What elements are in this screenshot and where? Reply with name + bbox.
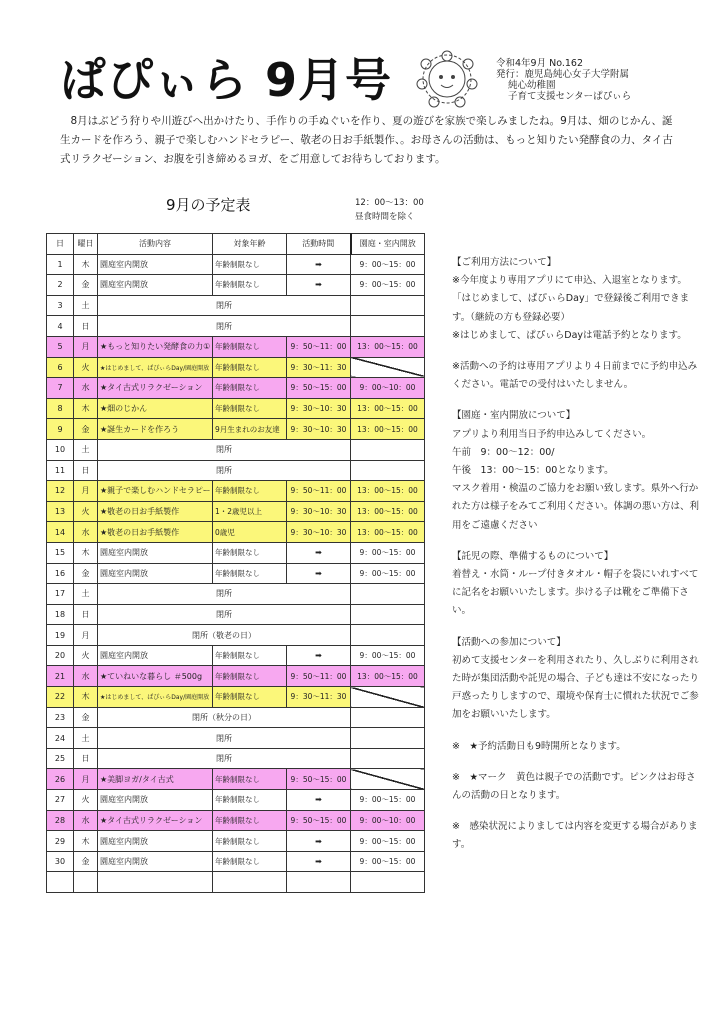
open-hours-cell: 9：00〜15：00 — [351, 645, 425, 666]
open-hours-cell: 9：00〜15：00 — [351, 542, 425, 563]
open-hours-cell — [351, 687, 425, 708]
activity-cell: ★タイ古式リラクゼーション — [98, 810, 213, 831]
weekday-cell: 土 — [74, 728, 98, 749]
day-cell: 20 — [47, 645, 74, 666]
open-hours-cell: 13：00〜15：00 — [351, 419, 425, 440]
issue-line: 子育て支援センターぱぴぃら — [508, 91, 632, 102]
day-cell: 21 — [47, 666, 74, 687]
open-hours-cell — [351, 584, 425, 605]
schedule-row — [47, 625, 425, 646]
info-text: ※ 感染状況によりましては内容を変更する場合があります。 — [452, 821, 698, 851]
weekday-cell: 水 — [74, 378, 98, 399]
open-hours-cell — [351, 316, 425, 337]
day-cell: 4 — [47, 316, 74, 337]
time-cell: 9：50〜11：00 — [287, 336, 351, 357]
day-cell: 23 — [47, 707, 74, 728]
schedule-row — [47, 419, 425, 440]
day-cell: 7 — [47, 378, 74, 399]
time-cell: 9：30〜11：30 — [287, 357, 351, 378]
age-cell: 9月生まれのお友達 — [213, 419, 287, 440]
schedule-title: 9月の予定表 — [166, 196, 251, 214]
weekday-cell: 土 — [74, 439, 98, 460]
schedule-row — [47, 501, 425, 522]
schedule-body — [47, 254, 425, 892]
time-cell: ➡ — [287, 851, 351, 872]
day-cell: 2 — [47, 275, 74, 296]
time-cell: 9：30〜10：30 — [287, 522, 351, 543]
open-hours-cell — [351, 707, 425, 728]
age-cell: 年齢制限なし — [213, 810, 287, 831]
activity-cell: ★ていねいな暮らし ＃500g — [98, 666, 213, 687]
age-cell: 年齢制限なし — [213, 851, 287, 872]
activity-cell: ★美脚ヨガ/タイ古式 — [98, 769, 213, 790]
activity-cell: ★誕生カードを作ろう — [98, 419, 213, 440]
info-text: 午後 13：00〜15：00となります。 — [452, 465, 614, 477]
time-cell: ➡ — [287, 831, 351, 852]
flower-wreath-logo-icon — [412, 48, 482, 110]
time-cell: ➡ — [287, 275, 351, 296]
age-cell: 年齢制限なし — [213, 254, 287, 275]
activity-cell: 園庭室内開放 — [98, 563, 213, 584]
day-cell: 29 — [47, 831, 74, 852]
schedule-row — [47, 378, 425, 399]
age-cell: 年齢制限なし — [213, 275, 287, 296]
time-cell: ➡ — [287, 790, 351, 811]
day-cell: 30 — [47, 851, 74, 872]
time-note-line: 昼食時間を除く — [355, 212, 415, 222]
open-hours-cell: 9：00〜15：00 — [351, 790, 425, 811]
weekday-cell: 土 — [74, 584, 98, 605]
open-hours-cell: 13：00〜15：00 — [351, 501, 425, 522]
weekday-cell: 木 — [74, 831, 98, 852]
schedule-row — [47, 275, 425, 296]
time-cell: ➡ — [287, 542, 351, 563]
day-cell: 5 — [47, 336, 74, 357]
weekday-cell: 日 — [74, 748, 98, 769]
age-cell: 年齢制限なし — [213, 666, 287, 687]
weekday-cell: 土 — [74, 295, 98, 316]
age-cell: 1・2歳児以上 — [213, 501, 287, 522]
activity-cell: 園庭室内開放 — [98, 275, 213, 296]
open-hours-cell — [351, 357, 425, 378]
info-text: 着替え・水筒・ループ付きタオル・帽子を袋にいれすべてに記名をお願いいたします。歩ける子は靴をご準備下さい。 — [452, 569, 699, 617]
day-cell: 22 — [47, 687, 74, 708]
info-text: ※ ★マーク 黄色は親子での活動です。ピンクはお母さんの活動の日となります。 — [452, 771, 696, 802]
age-cell: 年齢制限なし — [213, 563, 287, 584]
open-hours-cell: 9：00〜15：00 — [351, 831, 425, 852]
schedule-row — [47, 542, 425, 563]
activity-cell: 園庭室内開放 — [98, 542, 213, 563]
info-text: ※はじめまして、ぱぴぃらDayは電話予約となります。 — [452, 329, 687, 341]
weekday-cell: 月 — [74, 336, 98, 357]
activity-cell: 園庭室内開放 — [98, 254, 213, 275]
age-cell: 年齢制限なし — [213, 378, 287, 399]
activity-cell: ★はじめまして、ぱぴぃらDay/園庭開放 — [98, 357, 213, 378]
weekday-cell: 金 — [74, 707, 98, 728]
info-heading: 【託児の際、準備するものについて】 — [452, 550, 614, 562]
weekday-cell — [74, 872, 98, 893]
closed-cell: 閉所（秋分の日） — [98, 707, 351, 728]
info-heading: 【活動への参加について】 — [452, 636, 566, 648]
time-cell: ➡ — [287, 645, 351, 666]
day-cell: 19 — [47, 625, 74, 646]
day-cell — [47, 872, 74, 893]
info-text: ※ ★予約活動日も9時開所となります。 — [452, 740, 626, 752]
weekday-cell: 金 — [74, 563, 98, 584]
schedule-row — [47, 604, 425, 625]
header-age: 対象年齢 — [213, 234, 287, 255]
open-hours-cell — [351, 748, 425, 769]
closed-cell: 閉所 — [98, 728, 351, 749]
age-cell: 年齢制限なし — [213, 481, 287, 502]
time-cell: ➡ — [287, 254, 351, 275]
time-cell: 9：30〜11：30 — [287, 687, 351, 708]
schedule-row — [47, 748, 425, 769]
open-hours-cell: 13：00〜15：00 — [351, 666, 425, 687]
open-hours-cell — [351, 728, 425, 749]
age-cell — [213, 872, 287, 893]
issue-line: 発行：鹿児島純心女子大学附属 — [496, 69, 630, 80]
schedule-row — [47, 357, 425, 378]
weekday-cell: 木 — [74, 398, 98, 419]
info-text: 初めて支援センターを利用されたり、久しぶりに利用された時が集団活動や託児の場合、子ども達は不安になったり戸惑ったりしますので、環境や保育士に慣れた状況でご参加をお願いいたします。 — [452, 654, 700, 721]
schedule-row — [47, 790, 425, 811]
closed-cell: 閉所 — [98, 748, 351, 769]
info-spacer — [452, 756, 700, 769]
open-hours-cell — [351, 625, 425, 646]
intro-paragraph: 8月はぶどう狩りや川遊びへ出かけたり、手作りの手ぬぐいを作り、夏の遊びを家族で楽しみましたね。9月は、畑のじかん、誕生カードを作ろう、親子で楽しむハンドセラピー、敬老の日お手紙製作、。お母さんの活動は、もっと知りたい発酵食の力、タイ古式リラクゼーション、お腹を引き締めるヨガ、をご用意してお待ちしております。 — [60, 115, 673, 165]
info-spacer — [452, 394, 700, 407]
info-spacer — [452, 535, 700, 548]
open-hours-cell — [351, 439, 425, 460]
weekday-cell: 日 — [74, 604, 98, 625]
activity-cell: ★タイ古式リラクゼーション — [98, 378, 213, 399]
time-cell: 9：50〜11：00 — [287, 481, 351, 502]
activity-cell: 園庭室内開放 — [98, 790, 213, 811]
schedule-row — [47, 460, 425, 481]
schedule-row — [47, 769, 425, 790]
info-spacer — [452, 621, 700, 634]
closed-cell: 閉所 — [98, 584, 351, 605]
schedule-table — [46, 233, 425, 893]
open-hours-cell: 13：00〜15：00 — [351, 336, 425, 357]
schedule-row — [47, 295, 425, 316]
day-cell: 1 — [47, 254, 74, 275]
activity-cell: ★敬老の日お手紙製作 — [98, 522, 213, 543]
day-cell: 16 — [47, 563, 74, 584]
day-cell: 28 — [47, 810, 74, 831]
open-hours-cell — [351, 769, 425, 790]
page-title: ぱぴぃら 9月号 — [60, 53, 393, 107]
schedule-row — [47, 728, 425, 749]
schedule-row — [47, 831, 425, 852]
info-spacer — [452, 805, 700, 818]
schedule-time-note — [355, 196, 424, 224]
info-text: マスク着用・検温のご協力をお願い致します。県外へ行かれた方は様子をみてご利用ください。体調の悪い方は、利用をご遠慮ください — [452, 483, 700, 531]
open-hours-cell: 9：00〜10：00 — [351, 378, 425, 399]
open-hours-cell: 13：00〜15：00 — [351, 522, 425, 543]
day-cell: 26 — [47, 769, 74, 790]
schedule-row — [47, 707, 425, 728]
schedule-row — [47, 851, 425, 872]
age-cell: 0歳児 — [213, 522, 287, 543]
age-cell: 年齢制限なし — [213, 357, 287, 378]
weekday-cell: 月 — [74, 625, 98, 646]
closed-cell: 閉所 — [98, 295, 351, 316]
info-spacer — [452, 725, 700, 738]
age-cell: 年齢制限なし — [213, 687, 287, 708]
day-cell: 25 — [47, 748, 74, 769]
schedule-row — [47, 316, 425, 337]
schedule-row — [47, 687, 425, 708]
info-spacer — [452, 345, 700, 358]
issue-info — [496, 58, 631, 102]
header-time: 活動時間 — [287, 234, 351, 255]
header-day: 日 — [47, 234, 74, 255]
activity-cell: ★もっと知りたい発酵食の力① — [98, 336, 213, 357]
info-column — [452, 254, 700, 855]
schedule-row — [47, 810, 425, 831]
closed-cell: 閉所 — [98, 604, 351, 625]
schedule-row — [47, 254, 425, 275]
weekday-cell: 月 — [74, 481, 98, 502]
open-hours-cell — [351, 460, 425, 481]
weekday-cell: 水 — [74, 522, 98, 543]
activity-cell: 園庭室内開放 — [98, 851, 213, 872]
weekday-cell: 日 — [74, 460, 98, 481]
weekday-cell: 日 — [74, 316, 98, 337]
schedule-row — [47, 481, 425, 502]
age-cell: 年齢制限なし — [213, 542, 287, 563]
day-cell: 3 — [47, 295, 74, 316]
activity-cell: ★敬老の日お手紙製作 — [98, 501, 213, 522]
header-weekday: 曜日 — [74, 234, 98, 255]
age-cell: 年齢制限なし — [213, 398, 287, 419]
day-cell: 10 — [47, 439, 74, 460]
day-cell: 14 — [47, 522, 74, 543]
schedule-row — [47, 563, 425, 584]
open-hours-cell — [351, 295, 425, 316]
weekday-cell: 木 — [74, 254, 98, 275]
day-cell: 9 — [47, 419, 74, 440]
schedule-row — [47, 872, 425, 893]
open-hours-cell: 9：00〜15：00 — [351, 254, 425, 275]
time-cell: 9：50〜11：00 — [287, 666, 351, 687]
schedule-row — [47, 398, 425, 419]
age-cell: 年齢制限なし — [213, 790, 287, 811]
day-cell: 15 — [47, 542, 74, 563]
time-cell: 9：30〜10：30 — [287, 419, 351, 440]
activity-cell: ★はじめまして、ぱぴぃらDay/園庭開放 — [98, 687, 213, 708]
closed-cell: 閉所 — [98, 316, 351, 337]
info-heading: 【ご利用方法について】 — [452, 257, 557, 268]
schedule-row — [47, 439, 425, 460]
open-hours-cell — [351, 604, 425, 625]
weekday-cell: 火 — [74, 357, 98, 378]
time-cell: 9：30〜10：30 — [287, 501, 351, 522]
weekday-cell: 火 — [74, 501, 98, 522]
closed-cell: 閉所 — [98, 460, 351, 481]
age-cell: 年齢制限なし — [213, 645, 287, 666]
weekday-cell: 木 — [74, 687, 98, 708]
info-text: アプリより利用当日予約申込みしてください。 — [452, 428, 652, 440]
info-text: ※今年度より専用アプリにて申込、入退室となります。「はじめまして、ぱぴぃらDay」で登録後ご利用できます。（継続の方も登録必要） — [452, 275, 690, 323]
day-cell: 27 — [47, 790, 74, 811]
open-hours-cell: 13：00〜15：00 — [351, 398, 425, 419]
info-text: ※活動への予約は専用アプリより４日前までに予約申込みください。電話での受付はいたしません。 — [452, 361, 698, 391]
day-cell: 6 — [47, 357, 74, 378]
open-hours-cell: 9：00〜15：00 — [351, 851, 425, 872]
time-cell: ➡ — [287, 563, 351, 584]
weekday-cell: 金 — [74, 419, 98, 440]
time-note-line: 12：00〜13：00 — [355, 198, 424, 208]
issue-line: 令和4年9月 No.162 — [496, 58, 584, 69]
day-cell: 12 — [47, 481, 74, 502]
weekday-cell: 金 — [74, 851, 98, 872]
weekday-cell: 火 — [74, 790, 98, 811]
issue-line: 純心幼稚園 — [508, 80, 556, 91]
schedule-row — [47, 584, 425, 605]
age-cell: 年齢制限なし — [213, 831, 287, 852]
schedule-row — [47, 645, 425, 666]
schedule-header-row — [47, 234, 425, 255]
activity-cell — [98, 872, 213, 893]
schedule-row — [47, 336, 425, 357]
activity-cell: ★親子で楽しむハンドセラピー — [98, 481, 213, 502]
schedule-row — [47, 666, 425, 687]
time-cell: 9：50〜15：00 — [287, 378, 351, 399]
time-cell: 9：30〜10：30 — [287, 398, 351, 419]
header-activity: 活動内容 — [98, 234, 213, 255]
age-cell: 年齢制限なし — [213, 336, 287, 357]
time-cell — [287, 872, 351, 893]
open-hours-cell: 9：00〜15：00 — [351, 563, 425, 584]
day-cell: 17 — [47, 584, 74, 605]
time-cell: 9：50〜15：00 — [287, 810, 351, 831]
day-cell: 18 — [47, 604, 74, 625]
activity-cell: ★畑のじかん — [98, 398, 213, 419]
weekday-cell: 火 — [74, 645, 98, 666]
time-cell: 9：50〜15：00 — [287, 769, 351, 790]
day-cell: 13 — [47, 501, 74, 522]
activity-cell: 園庭室内開放 — [98, 645, 213, 666]
schedule-row — [47, 522, 425, 543]
weekday-cell: 水 — [74, 810, 98, 831]
info-text: 午前 9：00〜12：00/ — [452, 446, 555, 458]
weekday-cell: 水 — [74, 666, 98, 687]
closed-cell: 閉所 — [98, 439, 351, 460]
day-cell: 24 — [47, 728, 74, 749]
age-cell: 年齢制限なし — [213, 769, 287, 790]
info-heading: 【園庭・室内開放について】 — [452, 410, 576, 422]
day-cell: 8 — [47, 398, 74, 419]
header-open: 園庭・室内開放 — [351, 234, 425, 255]
open-hours-cell: 13：00〜15：00 — [351, 481, 425, 502]
open-hours-cell: 9：00〜10：00 — [351, 810, 425, 831]
open-hours-cell: 9：00〜15：00 — [351, 275, 425, 296]
day-cell: 11 — [47, 460, 74, 481]
closed-cell: 閉所（敬老の日） — [98, 625, 351, 646]
weekday-cell: 月 — [74, 769, 98, 790]
weekday-cell: 木 — [74, 542, 98, 563]
open-hours-cell — [351, 872, 425, 893]
weekday-cell: 金 — [74, 275, 98, 296]
activity-cell: 園庭室内開放 — [98, 831, 213, 852]
